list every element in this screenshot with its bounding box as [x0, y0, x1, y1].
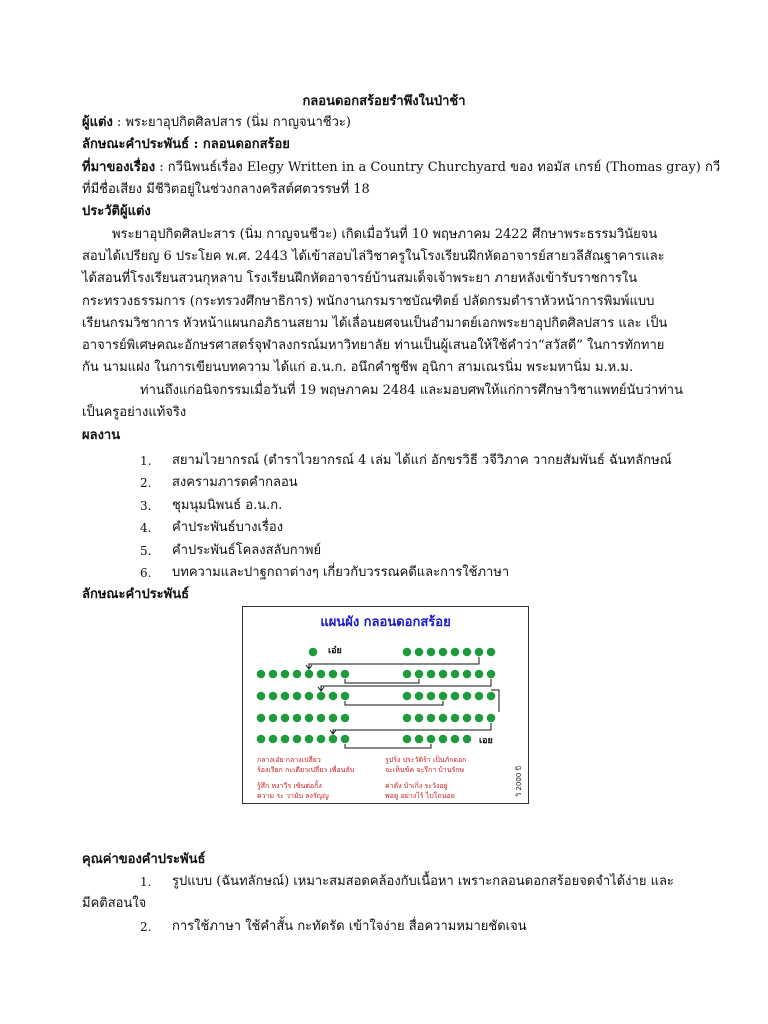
syllable-dot — [269, 670, 278, 679]
bio-line: สอบได้เปรียญ 6 ประโยค พ.ศ. 2443 ได้เข้าสอบไล่วิชาครูในโรงเรียนฝึกหัดอาจารย์สายวลีสัณฐาคารและ — [82, 249, 665, 264]
author-value: : พระยาอุปกิตศิลปสาร (นิ่ม กาญจนาชีวะ) — [112, 115, 351, 130]
syllable-dot — [317, 714, 326, 723]
syllable-dot — [257, 692, 266, 701]
syllable-dot — [329, 692, 338, 701]
list-number: 6. — [140, 566, 152, 580]
syllable-dot — [415, 692, 424, 701]
syllable-dot — [487, 648, 496, 657]
verse-pattern-diagram — [242, 606, 529, 804]
syllable-dot — [293, 714, 302, 723]
form-heading: ลักษณะคำประพันธ์ — [82, 587, 190, 602]
end-word-label: เอย — [479, 736, 493, 746]
syllable-dot — [463, 714, 472, 723]
syllable-dot — [341, 735, 350, 744]
genre-line — [82, 135, 290, 155]
syllable-dot — [487, 692, 496, 701]
syllable-dot — [329, 670, 338, 679]
syllable-dot — [451, 714, 460, 723]
syllable-dot — [475, 714, 484, 723]
syllable-dot — [415, 648, 424, 657]
bio-line: กัน นามแฝง ในการเขียนบทความ ได้แก่ อ.น.ก. อนึกคำชูชีพ อุนิกา สามเณรนิ่ม พระมหานิ่ม ม.ห.ม. — [82, 360, 634, 375]
bio-line: กระทรวงธรรมการ (กระทรวงศึกษาธิการ) พนักงานกรมราชบัณฑิตย์ ปลัดกรมตำราหัวหน้าการพิมพ์แบบ — [82, 294, 655, 309]
syllable-dot — [415, 714, 424, 723]
example-text: รู้สึก หงาวีร เข้นต่อกิ้ง — [257, 782, 322, 790]
syllable-dot — [305, 735, 314, 744]
syllable-dot — [341, 714, 350, 723]
syllable-dot — [403, 648, 412, 657]
syllable-dot — [293, 670, 302, 679]
works-item: คำประพันธ์โคลงสลับกาพย์ — [172, 543, 322, 558]
value-item-cont: มีคติสอนใจ — [82, 896, 147, 911]
syllable-dot — [463, 648, 472, 657]
syllable-dot — [475, 692, 484, 701]
syllable-dot — [451, 735, 460, 744]
author-line — [82, 113, 351, 133]
value-item: การใช้ภาษา ใช้คำสั้น กะทัดรัด เข้าใจง่าย สื่อความหมายชัดเจน — [172, 919, 527, 934]
example-text: รูปริ่ง ประวัติร้า เป็นภักดอก — [385, 756, 467, 764]
works-heading: ผลงาน — [82, 428, 121, 443]
syllable-dot — [257, 670, 266, 679]
origin-value-1: : กวีนิพนธ์เรื่อง Elegy Written in a Country Churchyard ของ ทอมัส เกรย์ (Thomas gray) กวี — [155, 160, 721, 175]
syllable-dot — [463, 670, 472, 679]
bio-line: พระยาอุปกิตศิลปะสาร (นิ่ม กาญจนชีวะ) เกิดเมื่อวันที่ 10 พฤษภาคม 2422 ศึกษาพระธรรมวินัยจน — [112, 227, 658, 242]
value-item: รูปแบบ (ฉันทลักษณ์) เหมาะสมสอดคล้องกับเนื้อหา เพราะกลอนดอกสร้อยจดจำได้ง่าย และ — [172, 874, 674, 889]
syllable-dot — [439, 670, 448, 679]
syllable-dot — [427, 714, 436, 723]
rhyme-link-line — [321, 679, 491, 691]
syllable-dot — [439, 714, 448, 723]
start-word-label: เอ๋ย — [328, 646, 342, 656]
rhyme-link-line — [345, 744, 431, 748]
syllable-dot — [415, 735, 424, 744]
bio-line: ท่านถึงแก่อนิจกรรมเมื่อวันที่ 19 พฤษภาคม 2484 และมอบศพให้แก่การศึกษาวิชาแพทย์นับว่าท่าน — [140, 383, 683, 398]
syllable-dot — [341, 692, 350, 701]
syllable-dot — [403, 735, 412, 744]
syllable-dot — [439, 692, 448, 701]
syllable-dot — [451, 692, 460, 701]
syllable-dot — [427, 648, 436, 657]
example-text: กลางเอ๋ย กลางเปลี่ยว — [257, 756, 321, 764]
bio-line: ได้สอนที่โรงเรียนสวนกุหลาบ โรงเรียนฝึกหัดอาจารย์บ้านสมเด็จเจ้าพระยา ภายหลังเข้ารับราชการใน — [82, 271, 638, 286]
author-label: ผู้แต่ง — [82, 115, 113, 130]
syllable-dot — [329, 735, 338, 744]
works-item: สงครามภารตคำกลอน — [172, 475, 298, 490]
example-text: ค่าดั่ง บ้าเกิ่ง ระวังอยู่ — [385, 782, 448, 790]
syllable-dot — [439, 648, 448, 657]
bio-line: เรียนกรมวิชาการ หัวหน้าแผนกอภิธานสยาม ได้เลื่อนยศจนเป็นอำมาตย์เอกพระยาอุปกิตศิลปสาร และ เป็น — [82, 316, 668, 331]
rhyme-link-line — [309, 657, 479, 669]
bio-line: เป็นครูอย่างแท้จริง — [82, 405, 187, 420]
example-text: จะเห็นข้ค จะรึกา บ้านรักษ — [385, 766, 465, 774]
syllable-dot — [281, 735, 290, 744]
syllable-dot — [451, 670, 460, 679]
document-title: กลอนดอกสร้อยรำพึงในป่าช้า — [302, 94, 466, 109]
works-item: คำประพันธ์บางเรื่อง — [172, 520, 284, 535]
syllable-dot — [487, 714, 496, 723]
genre-label: ลักษณะคำประพันธ์ — [82, 137, 190, 152]
syllable-dot — [463, 735, 472, 744]
list-number: 3. — [140, 499, 152, 513]
syllable-dot — [293, 735, 302, 744]
origin-line — [82, 158, 720, 178]
list-number: 5. — [140, 544, 152, 558]
syllable-dot — [305, 714, 314, 723]
syllable-dot — [317, 670, 326, 679]
syllable-dot — [269, 735, 278, 744]
syllable-dot — [257, 714, 266, 723]
list-number: 2. — [140, 476, 152, 490]
rhyme-link-line — [345, 701, 443, 705]
example-text: พอดู อย่างไร้ ไปโถนอย — [385, 792, 455, 800]
list-number: 1. — [140, 454, 152, 468]
rhyme-link-line — [345, 679, 419, 683]
syllable-dot — [415, 670, 424, 679]
syllable-dot — [439, 735, 448, 744]
syllable-dot — [281, 714, 290, 723]
diagram-title: แผนผัง กลอนดอกสร้อย — [320, 615, 451, 630]
example-text: ร้องเรียก กะเดียวเปลี่ยว เพื่อนลับ — [257, 766, 355, 774]
syllable-dot — [269, 692, 278, 701]
syllable-dot — [427, 735, 436, 744]
syllable-dot — [257, 735, 266, 744]
syllable-dot — [305, 670, 314, 679]
syllable-dot — [451, 648, 460, 657]
list-number: 2. — [140, 920, 152, 934]
origin-value-2: ที่มีชื่อเสียง มีชีวิตอยู่ในช่วงกลางคริสต์ศตวรรษที่ 18 — [82, 182, 370, 197]
syllable-dot — [293, 692, 302, 701]
syllable-dot — [403, 692, 412, 701]
works-item: สยามไวยากรณ์ (ตำราไวยากรณ์ 4 เล่ม ได้แก่ อักขรวิธี วจีวิภาค วากยสัมพันธ์ ฉันทลักษณ์ — [172, 453, 672, 468]
list-number: 4. — [140, 521, 152, 535]
rhyme-link-line — [333, 723, 491, 734]
syllable-dot — [403, 670, 412, 679]
syllable-dot — [475, 648, 484, 657]
value-heading: คุณค่าของคำประพันธ์ — [82, 852, 206, 867]
list-number: 1. — [140, 875, 152, 889]
syllable-dot — [317, 735, 326, 744]
genre-value: : กลอนดอกสร้อย — [189, 137, 290, 152]
syllable-dot — [305, 692, 314, 701]
bio-line: อาจารย์พิเศษคณะอักษรศาสตร์จุฬาลงกรณ์มหาวิทยาลัย ท่านเป็นผู้เสนอให้ใช้คำว่า“สวัสดี” ในการทักทาย — [82, 338, 665, 353]
syllable-dot — [427, 670, 436, 679]
syllable-dot — [309, 648, 318, 657]
syllable-dot — [317, 692, 326, 701]
syllable-dot — [487, 670, 496, 679]
origin-label: ที่มาของเรื่อง — [82, 160, 156, 175]
example-text: ความ ระ วามับ ลงรัญญู — [257, 792, 329, 800]
syllable-dot — [463, 692, 472, 701]
syllable-dot — [269, 714, 278, 723]
works-item: บทความและปาฐกถาต่างๆ เกี่ยวกับวรรณคดีและการใช้ภาษา — [172, 565, 510, 580]
syllable-dot — [475, 670, 484, 679]
bio-heading: ประวัติผู้แต่ง — [82, 204, 151, 219]
syllable-dot — [427, 692, 436, 701]
syllable-dot — [281, 692, 290, 701]
diagram-signature: วิ 2000 ปี — [515, 766, 523, 797]
syllable-dot — [341, 670, 350, 679]
works-item: ชุมนุมนิพนธ์ อ.น.ก. — [172, 498, 283, 513]
syllable-dot — [403, 714, 412, 723]
syllable-dot — [329, 714, 338, 723]
syllable-dot — [281, 670, 290, 679]
